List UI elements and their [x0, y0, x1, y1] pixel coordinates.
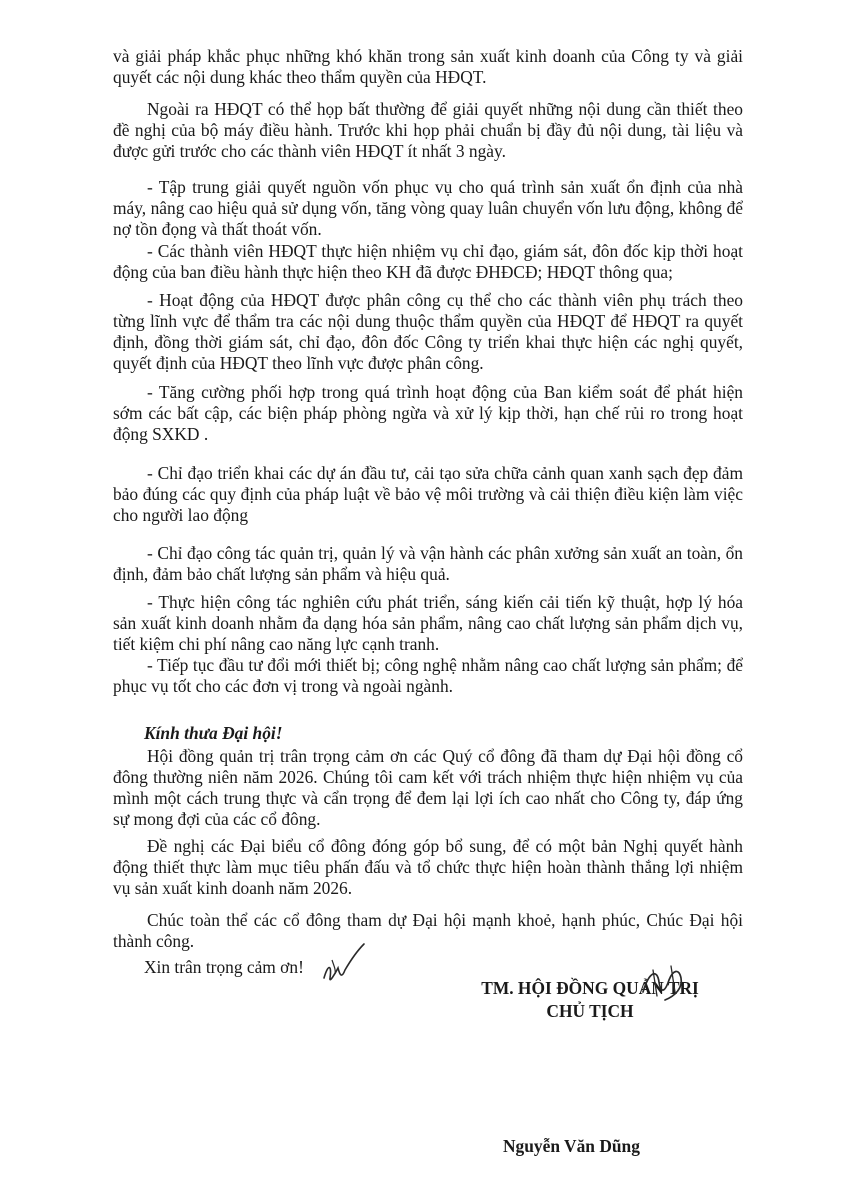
paragraph-bullet-research: - Thực hiện công tác nghiên cứu phát triển, sáng kiến cải tiến kỹ thuật, hợp lý hóa sản xuất kinh doanh nhằm đa dạng hóa sản phẩm, nâng cao chất lượng sản phẩm dịch vụ, tiết kiệm chi phí nâng cao năng lực cạnh tranh.	[113, 592, 743, 654]
signature-org-line: TM. HỘI ĐỒNG QUẢN TRỊ	[481, 978, 699, 998]
paragraph-proposal: Đề nghị các Đại biểu cổ đông đóng góp bổ sung, để có một bản Nghị quyết hành động thiết thực làm mục tiêu phấn đấu và tổ chức thực hiện hoàn thành thắng lợi nhiệm vụ sản xuất kinh doanh năm 2026.	[113, 836, 743, 898]
paragraph-intro-continuation: và giải pháp khắc phục những khó khăn trong sản xuất kinh doanh của Công ty và giải quyết các nội dung khác theo thẩm quyền của HĐQT.	[113, 46, 743, 87]
signature-position: CHỦ TỊCH	[546, 1001, 634, 1021]
chairman-signature-icon	[635, 962, 695, 1004]
paragraph-bullet-supervision: - Các thành viên HĐQT thực hiện nhiệm vụ chỉ đạo, giám sát, đôn đốc kịp thời hoạt động của ban điều hành thực hiện theo KH đã được ĐHĐCĐ; HĐQT thông qua;	[113, 241, 743, 282]
paragraph-bullet-management: - Chỉ đạo công tác quản trị, quản lý và vận hành các phân xưởng sản xuất an toàn, ổn định, đảm bảo chất lượng sản phẩm và hiệu quả.	[113, 543, 743, 584]
paragraph-thanks: Hội đồng quản trị trân trọng cảm ơn các Quý cổ đông đã tham dự Đại hội đồng cổ đông thường niên năm 2026. Chúng tôi cam kết với trách nhiệm thực hiện nhiệm vụ của mình một cách trung thực và cẩn trọng để đem lại lợi ích cao nhất cho Công ty, đáp ứng sự mong đợi của các cổ đông.	[113, 746, 743, 829]
signatory-name: Nguyễn Văn Dũng	[503, 1136, 640, 1156]
closing-line: Xin trân trọng cảm ơn!	[144, 957, 304, 977]
initials-signature-icon	[318, 942, 368, 987]
paragraph-bullet-coordination: - Tăng cường phối hợp trong quá trình hoạt động của Ban kiểm soát để phát hiện sớm các bất cập, các biện pháp phòng ngừa và xử lý kịp thời, hạn chế rủi ro trong hoạt động SXKD .	[113, 382, 743, 444]
paragraph-bullet-investment: - Chỉ đạo triển khai các dự án đầu tư, cải tạo sửa chữa cảnh quan xanh sạch đẹp đảm bảo đúng các quy định của pháp luật về bảo vệ môi trường và cải thiện điều kiện làm việc cho người lao động	[113, 463, 743, 525]
paragraph-extraordinary-meeting: Ngoài ra HĐQT có thể họp bất thường để giải quyết những nội dung cần thiết theo đề nghị của bộ máy điều hành. Trước khi họp phải chuẩn bị đầy đủ nội dung, tài liệu và được gửi trước cho các thành viên HĐQT ít nhất 3 ngày.	[113, 99, 743, 161]
paragraph-bullet-assignment: - Hoạt động của HĐQT được phân công cụ thể cho các thành viên phụ trách theo từng lĩnh vực để thẩm tra các nội dung thuộc thẩm quyền của HĐQT để HĐQT ra quyết định, đồng thời giám sát, chỉ đạo, đôn đốc Công ty triển khai thực hiện các nghị quyết, quyết định của HĐQT theo lĩnh vực được phân công.	[113, 290, 743, 373]
paragraph-bullet-equipment: - Tiếp tục đầu tư đổi mới thiết bị; công nghệ nhằm nâng cao chất lượng sản phẩm; để phục vụ tốt cho các đơn vị trong và ngoài ngành.	[113, 655, 743, 696]
greeting: Kính thưa Đại hội!	[144, 723, 283, 743]
paragraph-wishes: Chúc toàn thể các cổ đông tham dự Đại hội mạnh khoẻ, hạnh phúc, Chúc Đại hội thành công.	[113, 910, 743, 951]
paragraph-bullet-capital: - Tập trung giải quyết nguồn vốn phục vụ cho quá trình sản xuất ổn định của nhà máy, nâng cao hiệu quả sử dụng vốn, tăng vòng quay luân chuyển vốn lưu động, không để nợ tồn đọng và thất thoát vốn.	[113, 177, 743, 239]
